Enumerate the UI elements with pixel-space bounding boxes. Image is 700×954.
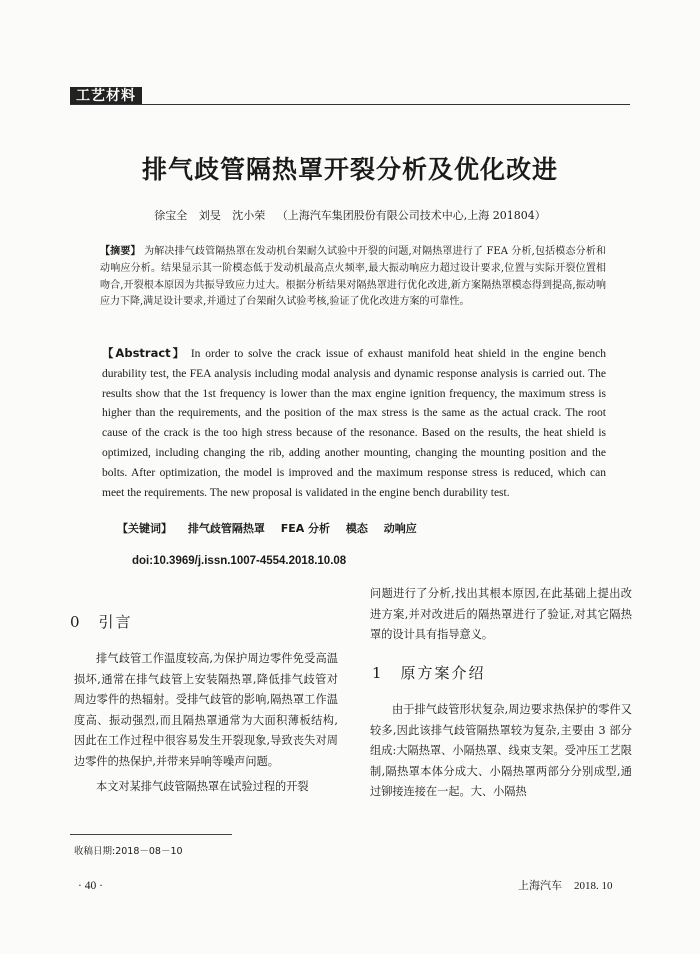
section-1-paragraph-1: 由于排气歧管形状复杂,周边要求热保护的零件又较多,因此该排气歧管隔热罩较为复杂,主要由 3 部分组成:大隔热罩、小隔热罩、线束支架。受冲压工艺限制,隔热罩本体分成大、小隔热罩两部分分别成型,通过铆接连接在一起。大、小隔热 [370, 703, 632, 799]
keywords [117, 520, 597, 536]
abstract-en-text: In order to solve the crack issue of exhaust manifold heat shield in the engine bench durability test, the FEA analysis including modal analysis and dynamic response analysis is carried out. The results show that the 1st frequency is lower than the max engine ignition frequency, the maximum stress is higher than the requirements, and the position of the max stress is the same as the actual crack. The root cause of the crack is the too high stress because of the resonance. Based on the results, the heat shield is optimized, including changing the rib, adding another mounting, changing the mounting position and the bolts. After optimization, the model is improved and the maximum response stress is reduced, which can meet the requirements. The new proposal is validated in the engine bench durability test. [102, 348, 606, 499]
abstract-cn-label: 【摘要】 [100, 246, 141, 257]
received-date: 收稿日期:2018－08－10 [74, 846, 183, 857]
affiliation: （上海汽车集团股份有限公司技术中心,上海 201804） [276, 209, 546, 222]
section-0-paragraph-1: 排气歧管工作温度较高,为保护周边零件免受高温损坏,通常在排气歧管上安装隔热罩,降低排气歧管对周边零件的热辐射。受排气歧管的影响,隔热罩工作温度高、振动强烈,而且隔热罩通常为大面积薄板结构,因此在工作过程中很容易发生开裂现象,导致丧失对周边零件的热保护,并带来异响等噪声问题。 [74, 652, 338, 768]
keyword: FEA 分析 [280, 522, 331, 535]
page-number: · 40 · [78, 880, 103, 892]
journal-name: 上海汽车 [518, 879, 562, 892]
section-0-paragraph-2: 本文对某排气歧管隔热罩在试验过程的开裂 [96, 780, 309, 793]
abstract-en [102, 344, 606, 503]
abstract-cn [100, 244, 606, 311]
section-0-paragraph-2-continued: 问题进行了分析,找出其根本原因,在此基础上提出改进方案,并对改进后的隔热罩进行了验证,对其它隔热罩的设计具有指导意义。 [370, 587, 632, 642]
author-name: 刘旻 [198, 209, 221, 222]
keyword: 模态 [345, 522, 368, 535]
section-tag: 工艺材料 [70, 87, 142, 105]
abstract-en-label: 【Abstract】 [102, 346, 187, 360]
keywords-label: 【关键词】 [117, 522, 172, 535]
abstract-cn-text: 为解决排气歧管隔热罩在发动机台架耐久试验中开裂的问题,对隔热罩进行了 FEA 分析,包括模态分析和动响应分析。结果显示其一阶模态低于发动机最高点火频率,最大振动响应力超过设计要求,位置与实际开裂位置相吻合,开裂根本原因为共振导致应力过大。根据分析结果对隔热罩进行优化改进,新方案隔热罩模态得到提高,振动响应力下降,满足设计要求,并通过了台架耐久试验考核,验证了优化改进方案的可靠性。 [100, 246, 606, 308]
keyword: 动响应 [383, 522, 417, 535]
header-rule [70, 104, 630, 105]
article-title: 排气歧管隔热罩开裂分析及优化改进 [141, 155, 558, 184]
author-name: 沈小荣 [232, 209, 266, 222]
section-1-heading: 1 原方案介绍 [372, 664, 486, 682]
footnote-rule [70, 834, 232, 835]
journal-issue: 2018. 10 [574, 880, 613, 892]
author-line [0, 207, 700, 223]
section-0-heading: 0 引言 [70, 613, 133, 631]
doi: doi:10.3969/j.issn.1007-4554.2018.10.08 [132, 555, 347, 567]
author-name: 徐宝全 [154, 209, 188, 222]
journal-info [518, 877, 613, 893]
keyword: 排气歧管隔热罩 [187, 522, 265, 535]
